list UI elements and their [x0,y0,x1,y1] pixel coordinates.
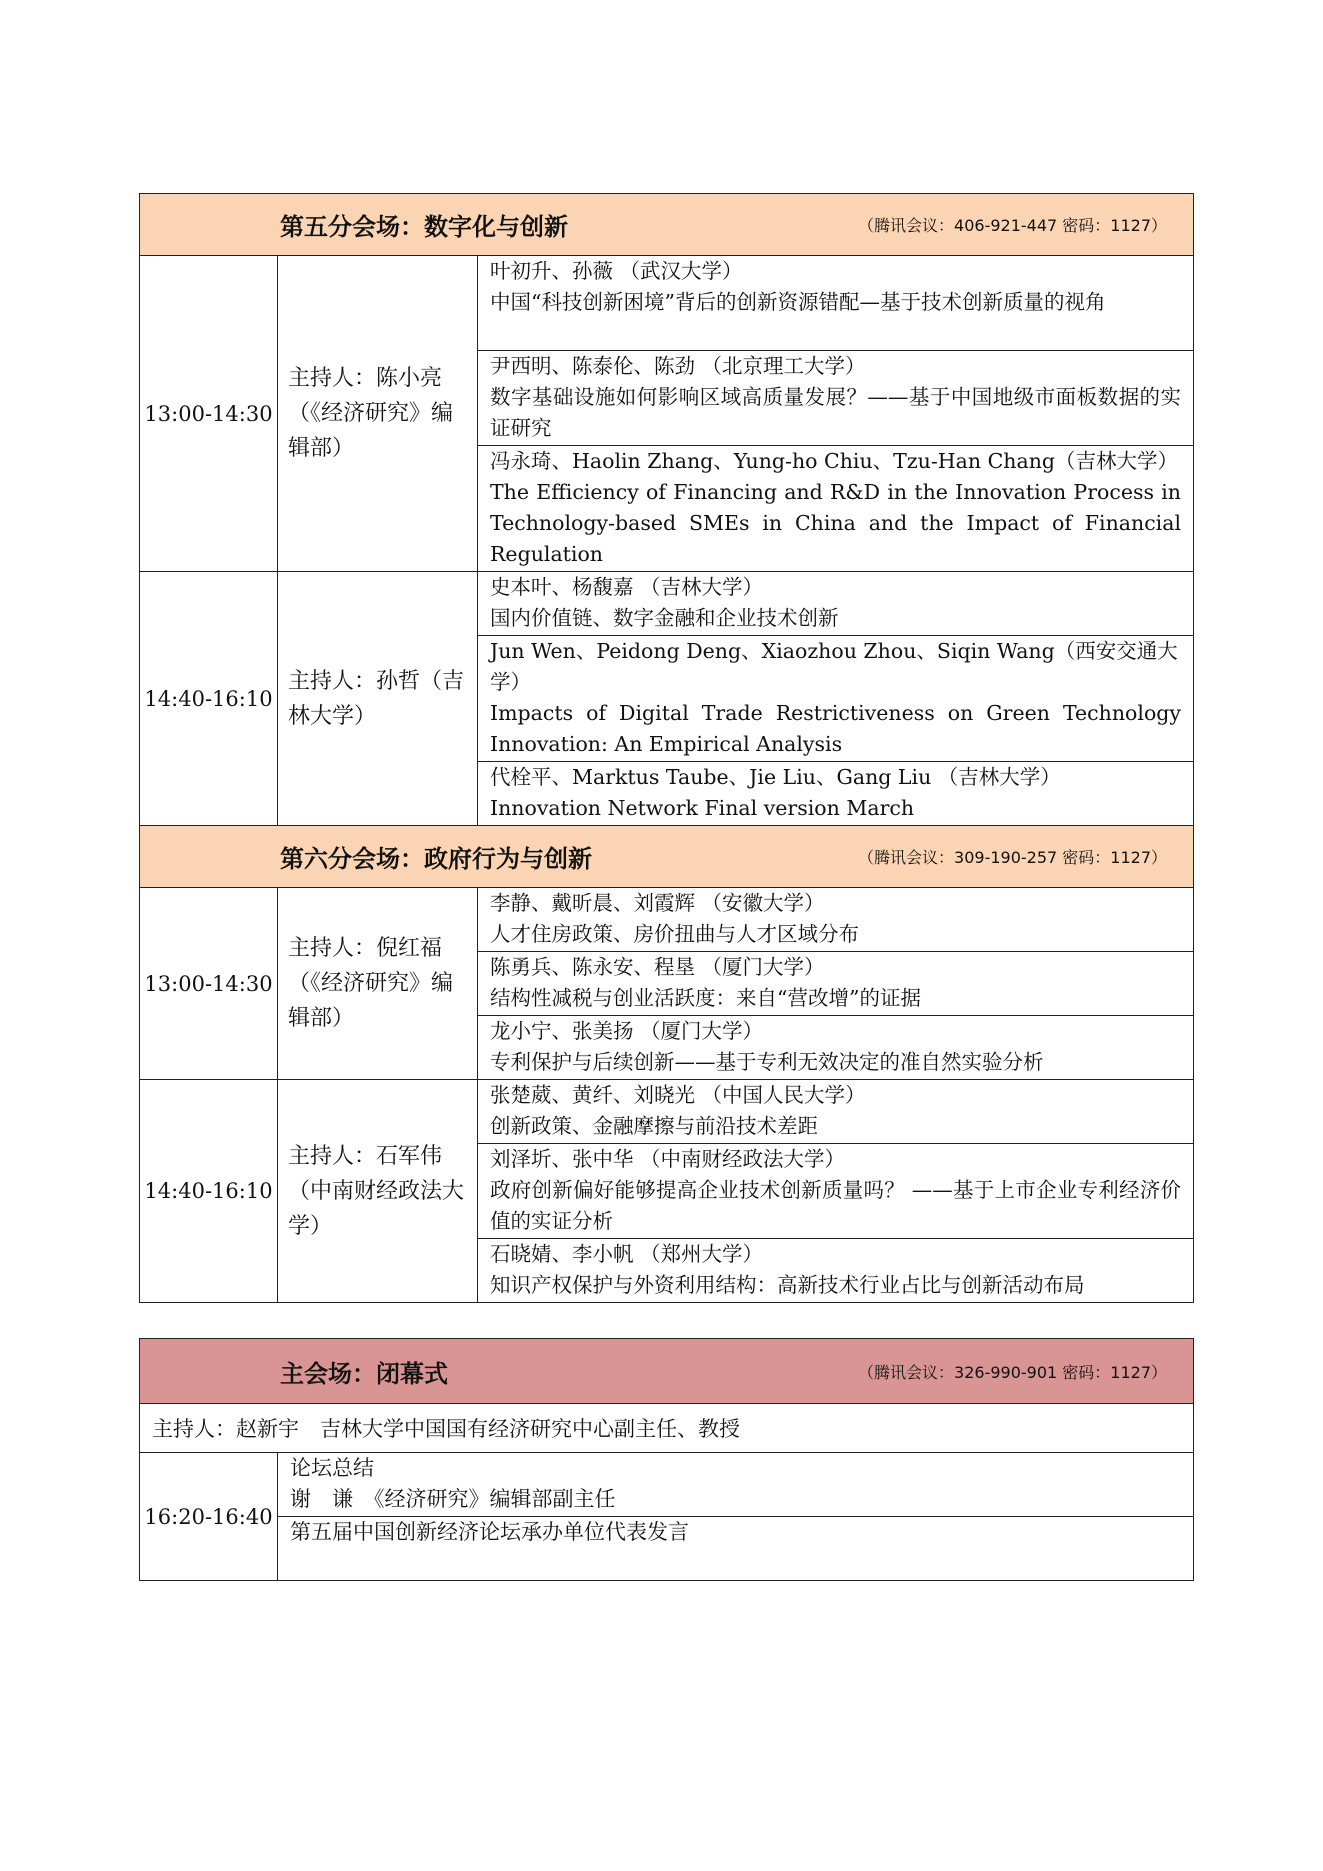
schedule-row [140,256,1194,351]
paper-title: 知识产权保护与外资利用结构：高新技术行业占比与创新活动布局 [490,1273,1085,1297]
session5-header [140,194,1194,256]
paper-entry [478,952,1194,1016]
time-slot: 16:20-16:40 [140,1453,278,1581]
schedule-row [140,1080,1194,1144]
schedule-row [140,1517,1194,1581]
paper-authors: 尹西明、陈泰伦、陈劲 （北京理工大学） [490,354,866,378]
paper-authors: 李静、戴昕晨、刘霞辉 （安徽大学） [490,891,825,915]
paper-authors: 石晓婧、李小帆 （郑州大学） [490,1242,764,1266]
paper-entry [478,351,1194,446]
closing-title: 主会场：闭幕式 [280,1359,448,1388]
paper-authors: 刘泽圻、张中华 （中南财经政法大学） [490,1147,846,1171]
paper-entry [478,572,1194,636]
session6-meeting-info: （腾讯会议：309-190-257 密码：1127） [858,848,1168,867]
paper-authors: 冯永琦、Haolin Zhang、Yung-ho Chiu、Tzu-Han Chang（吉林大学） [490,449,1179,473]
paper-title: 数字基础设施如何影响区域高质量发展？——基于中国地级市面板数据的实证研究 [490,385,1182,440]
paper-entry [478,762,1194,826]
time-slot: 14:40-16:10 [140,572,278,826]
forum-summary [278,1453,1194,1517]
time-slot: 14:40-16:10 [140,1080,278,1303]
paper-entry [478,1239,1194,1303]
closing-table [139,1338,1194,1581]
paper-title: Impacts of Digital Trade Restrictiveness on Green Technology Innovation: An Empirical Analysis [490,701,1182,756]
host: 主持人：孙哲（吉林大学） [278,572,478,826]
closing-meeting-info: （腾讯会议：326-990-901 密码：1127） [858,1362,1168,1382]
paper-entry [478,1144,1194,1239]
paper-title: 政府创新偏好能够提高企业技术创新质量吗？ ——基于上市企业专利经济价值的实证分析 [490,1178,1182,1233]
paper-entry [478,1080,1194,1144]
organizer-speech: 第五届中国创新经济论坛承办单位代表发言 [278,1517,1194,1581]
paper-entry [478,636,1194,762]
paper-title: Innovation Network Final version March [490,796,915,820]
paper-title: 人才住房政策、房价扭曲与人才区域分布 [490,922,859,946]
summary-title: 论坛总结 [290,1456,374,1480]
schedule-row [140,572,1194,636]
closing-host: 主持人：赵新宇 吉林大学中国国有经济研究中心副主任、教授 [140,1404,1194,1453]
closing-host-row [140,1404,1194,1453]
paper-title: The Efficiency of Financing and R&D in the Innovation Process in Technology-based SMEs in China and the Impact of Financial Regulation [490,480,1182,566]
paper-authors: 代栓平、Marktus Taube、Jie Liu、Gang Liu （吉林大学） [490,765,1061,789]
session6-header [140,826,1194,888]
paper-entry [478,888,1194,952]
summary-speaker: 谢 谦 《经济研究》编辑部副主任 [290,1487,616,1511]
paper-title: 中国“科技创新困境”背后的创新资源错配—基于技术创新质量的视角 [490,290,1106,314]
paper-authors: 史本叶、杨馥嘉 （吉林大学） [490,575,764,599]
paper-title: 结构性减税与创业活跃度：来自“营改增”的证据 [490,986,921,1010]
session6-title: 第六分会场：政府行为与创新 [280,845,592,873]
paper-title: 创新政策、金融摩擦与前沿技术差距 [490,1114,818,1138]
time-slot: 13:00-14:30 [140,888,278,1080]
paper-authors: 张楚葳、黄纤、刘晓光 （中国人民大学） [490,1083,866,1107]
session5-meeting-info: （腾讯会议：406-921-447 密码：1127） [858,216,1168,235]
paper-entry [478,256,1194,351]
host: 主持人：石军伟（中南财经政法大学） [278,1080,478,1303]
schedule-row [140,1453,1194,1517]
paper-entry [478,1016,1194,1080]
paper-authors: 叶初升、孙薇 （武汉大学） [490,259,743,283]
host: 主持人：陈小亮（《经济研究》编辑部） [278,256,478,572]
paper-title: 国内价值链、数字金融和企业技术创新 [490,606,839,630]
schedule-row [140,888,1194,952]
session5-title: 第五分会场：数字化与创新 [280,213,568,241]
closing-header [140,1339,1194,1404]
session-table [139,193,1194,1303]
paper-title: 专利保护与后续创新——基于专利无效决定的准自然实验分析 [490,1050,1044,1074]
paper-authors: 陈勇兵、陈永安、程垦 （厦门大学） [490,955,825,979]
paper-authors: 龙小宁、张美扬 （厦门大学） [490,1019,764,1043]
host: 主持人：倪红福（《经济研究》编辑部） [278,888,478,1080]
paper-entry [478,446,1194,572]
time-slot: 13:00-14:30 [140,256,278,572]
paper-authors: Jun Wen、Peidong Deng、Xiaozhou Zhou、Siqin Wang（西安交通大学） [490,639,1178,694]
